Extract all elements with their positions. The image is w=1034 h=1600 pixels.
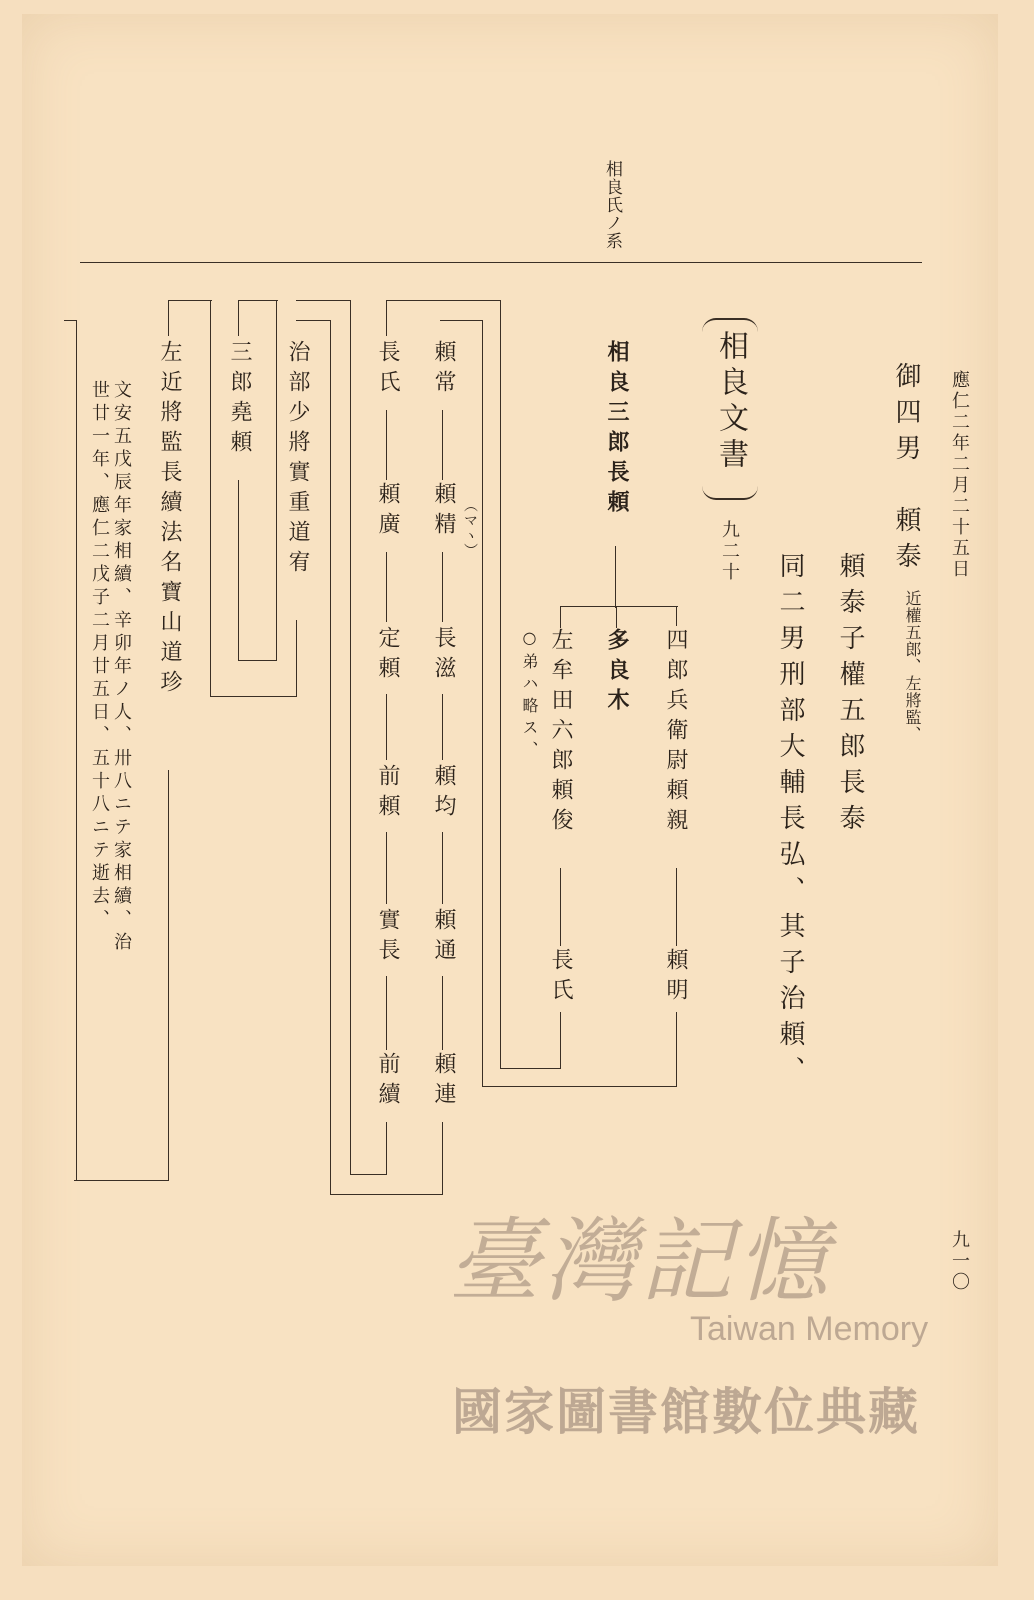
watermark-library: 國家圖書館數位典藏	[452, 1383, 920, 1441]
line-c: 治部少將實重道宥	[285, 340, 310, 580]
connector-d	[330, 320, 331, 1194]
line-e-note-1: 文安五戊辰年家相續、辛卯年ノ人、卅八ニテ家相續、治	[111, 380, 132, 955]
line-a-return	[330, 1194, 443, 1195]
connector-c	[350, 300, 351, 1174]
doc-number: 九二十	[719, 520, 740, 583]
line-b-4: 前頼	[375, 764, 400, 824]
head-stem	[615, 546, 616, 608]
connector-top-f	[168, 300, 212, 301]
line-d-drop	[238, 300, 239, 336]
line-b-link-3	[386, 694, 387, 760]
branch3-child: 長氏	[548, 948, 573, 1008]
line-b-3: 定頼	[375, 626, 400, 686]
line-a-link-5	[442, 976, 443, 1050]
page-number: 九一〇	[949, 1230, 970, 1293]
connector-top-e	[238, 300, 278, 301]
branch1-return	[482, 1086, 677, 1087]
connector-right	[500, 300, 501, 1068]
connector-top-c	[296, 300, 351, 301]
line-b-6: 前續	[375, 1052, 400, 1112]
branch3-link	[560, 868, 561, 946]
line-e-left	[76, 320, 77, 1180]
branch1-child: 頼明	[663, 948, 688, 1008]
doc-title: 相良文書	[713, 330, 748, 474]
line-e: 左近將監長續法名寶山道珍	[157, 340, 182, 700]
connector-top-b	[440, 320, 483, 321]
column-1-main: 御四男 頼泰	[891, 362, 921, 578]
branch3-continue	[560, 1012, 561, 1068]
branch2-drop	[616, 606, 617, 628]
line-b-link-5	[386, 976, 387, 1050]
line-b-link-1	[386, 410, 387, 480]
header-note: 相良氏ノ系	[602, 160, 622, 250]
line-b-1: 長氏	[375, 340, 400, 400]
line-e-drop	[168, 300, 169, 336]
column-3: 同二男刑部大輔長弘、其子治頼、	[775, 552, 805, 1092]
date-column: 應仁二年二月二十五日	[949, 370, 970, 580]
line-a-link-3	[442, 694, 443, 760]
branch3-drop	[560, 606, 561, 628]
column-1-note: 近權五郎、左將監、	[903, 590, 922, 743]
branch1-continue	[676, 1012, 677, 1086]
header-rule	[80, 262, 922, 263]
genealogy-head: 相良三郎長頼	[604, 340, 630, 520]
line-a-continue	[442, 1122, 443, 1194]
branch3-note: ○弟ハ略ス、	[520, 628, 539, 763]
line-e-return	[74, 1180, 169, 1181]
branch1-name: 四郎兵衛尉頼親	[663, 628, 688, 838]
connector-b	[386, 300, 387, 336]
connector-top-d	[296, 320, 331, 321]
line-c-continue	[296, 620, 297, 696]
line-d: 三郎堯頼	[227, 340, 252, 460]
branch3-name: 左牟田六郎頼俊	[548, 628, 573, 838]
column-2: 頼泰子權五郎長泰	[835, 552, 865, 840]
line-e-note-2: 世廿一年、應仁二戊子二月廿五日、五十八ニテ逝去、	[89, 380, 110, 932]
branch3-return	[500, 1068, 561, 1069]
branch1-drop	[676, 606, 677, 626]
line-a-4: 頼均	[431, 764, 456, 824]
line-a-1: 頼常	[431, 340, 456, 400]
line-b-link-4	[386, 832, 387, 904]
line-a-3: 長滋	[431, 626, 456, 686]
line-b-continue	[386, 1122, 387, 1174]
connector-top-a	[386, 300, 501, 301]
line-a-5: 頼通	[431, 908, 456, 968]
line-a-note: （マヽ）	[462, 498, 478, 558]
line-a-link-1	[442, 410, 443, 480]
branch2-name: 多良木	[604, 628, 630, 718]
line-e-top	[64, 320, 76, 321]
line-a-2: 頼精	[431, 482, 456, 542]
watermark-chinese: 臺灣記憶	[448, 1208, 833, 1315]
branch1-link	[676, 868, 677, 946]
line-d-continue	[238, 480, 239, 660]
connector-f	[210, 300, 211, 696]
connector-a	[482, 320, 483, 1086]
watermark-english: Taiwan Memory	[690, 1310, 929, 1348]
line-e-continue	[168, 770, 169, 1180]
line-b-5: 實長	[375, 908, 400, 968]
line-d-return	[238, 660, 277, 661]
connector-e	[276, 300, 277, 660]
children-bar	[560, 606, 678, 607]
line-a-link-2	[442, 552, 443, 622]
line-b-link-2	[386, 552, 387, 622]
line-a-link-4	[442, 832, 443, 904]
line-b-return	[350, 1174, 387, 1175]
line-a-6: 頼連	[431, 1052, 456, 1112]
line-c-return	[210, 696, 297, 697]
line-b-2: 頼廣	[375, 482, 400, 542]
